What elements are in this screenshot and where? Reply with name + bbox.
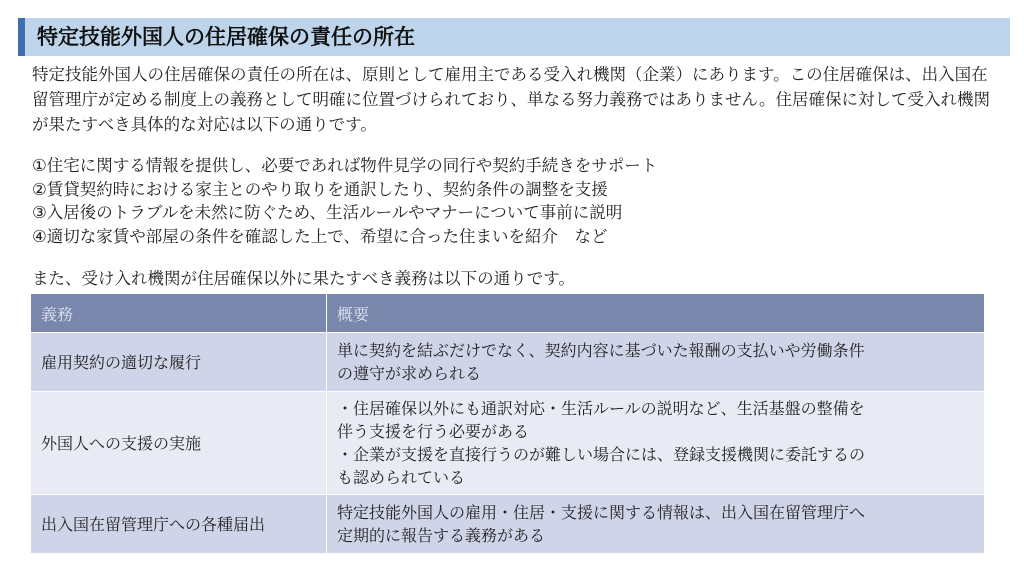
- list-item: ③入居後のトラブルを未然に防ぐため、生活ルールやマナーについて事前に説明: [32, 203, 623, 222]
- duty-cell: 雇用契約の適切な履行: [31, 333, 327, 392]
- table-row: [31, 333, 985, 392]
- summary-line: の遵守が求められる: [337, 364, 482, 383]
- summary-line: 伴う支援を行う必要がある: [337, 422, 530, 441]
- summary-cell: [327, 333, 985, 392]
- table-header-summary: 概要: [327, 294, 985, 333]
- list-item: ④適切な家賃や部屋の条件を確認した上で、希望に合った住まいを紹介 など: [32, 226, 608, 246]
- summary-line: 単に契約を結ぶだけでなく、契約内容に基づいた報酬の支払いや労働条件: [337, 341, 865, 360]
- duty-table: [30, 293, 985, 554]
- table-row: [31, 392, 985, 495]
- list-item: ①住宅に関する情報を提供し、必要であれば物件見学の同行や契約手続きをサポート: [32, 156, 658, 175]
- summary-line: ・企業が支援を直接行うのが難しい場合には、登録支援機関に委託するの: [337, 445, 866, 464]
- summary-line: ・住居確保以外にも通訳対応・生活ルールの説明など、生活基盤の整備を: [337, 399, 865, 418]
- summary-line: 特定技能外国人の雇用・住居・支援に関する情報は、出入国在留管理庁へ: [337, 503, 866, 522]
- support-list: [32, 154, 998, 248]
- table-row: [31, 495, 985, 554]
- list-item: ②賃貸契約時における家主とのやり取りを通訳したり、契約条件の調整を支援: [32, 179, 608, 199]
- title-bar: [18, 18, 1010, 56]
- summary-cell: [327, 495, 985, 554]
- duty-cell: 出入国在留管理庁への各種届出: [31, 495, 327, 554]
- summary-line: 定期的に報告する義務がある: [337, 526, 546, 545]
- table-intro: また、受け入れ機関が住居確保以外に果たすべき義務は以下の通りです。: [32, 269, 575, 288]
- page-title: 特定技能外国人の住居確保の責任の所在: [37, 25, 415, 49]
- table-header-duty: 義務: [31, 294, 327, 333]
- summary-line: も認められている: [337, 468, 466, 487]
- intro-paragraph: 特定技能外国人の住居確保の責任の所在は、原則として雇用主である受入れ機関（企業）にあります。この住居確保は、出入国在留管理庁が定める制度上の義務として明確に位置づけられており、単なる努力義務ではありません。住居確保に対して受入れ機関が果たすべき具体的な対応は以下の通りです。: [32, 65, 990, 134]
- duty-cell: 外国人への支援の実施: [31, 392, 327, 495]
- summary-cell: [327, 392, 985, 495]
- table-header-row: [31, 294, 985, 333]
